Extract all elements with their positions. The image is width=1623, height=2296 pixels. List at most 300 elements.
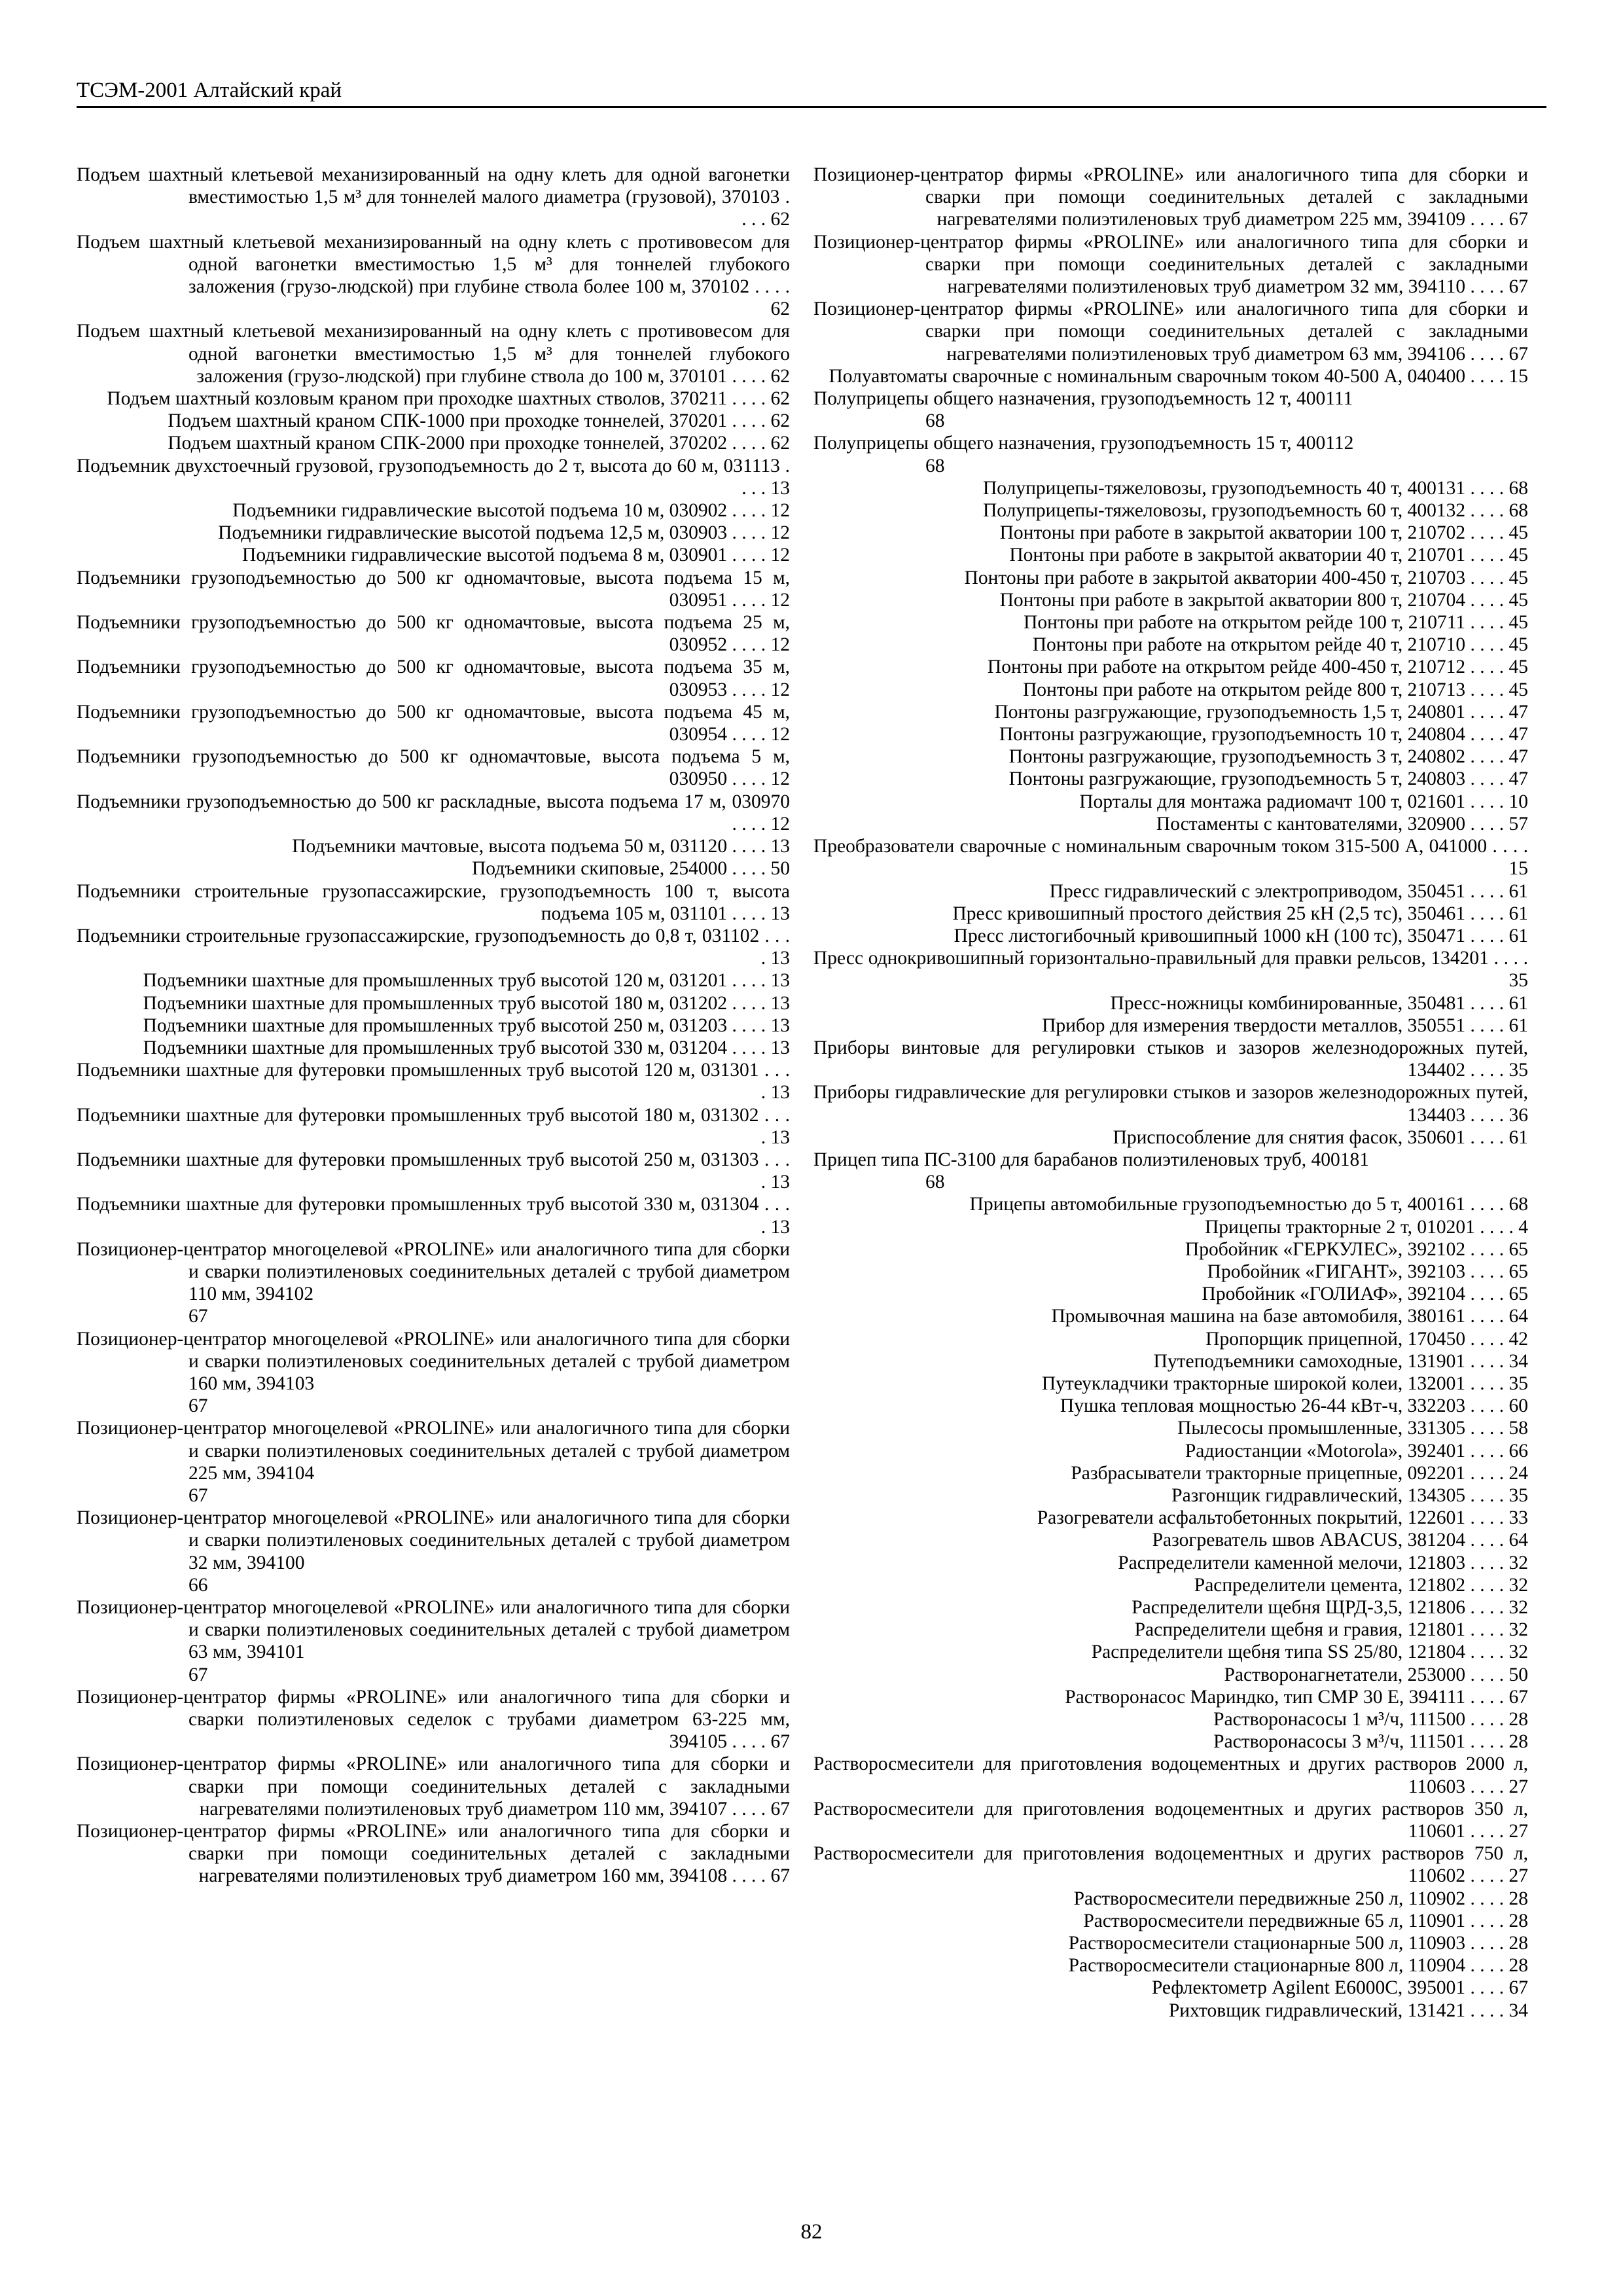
index-entry-text: Позиционер-центратор фирмы «PROLINE» или аналогичного типа для сборки и сварки при помощи соединительных деталей с закладными нагревателями полиэтиленовых труб диаметром 160 мм, 394108	[77, 1821, 790, 1887]
index-entry-text: Путеукладчики тракторные широкой колеи, 132001	[1041, 1372, 1466, 1394]
dot-leader: . . . .	[1465, 1126, 1509, 1148]
dot-leader: . . . .	[1465, 343, 1509, 365]
index-entry-text: Распределители щебня типа SS 25/80, 121804	[1091, 1641, 1466, 1663]
dot-leader: . . . .	[1465, 477, 1509, 499]
index-entry	[813, 231, 1528, 298]
index-entry-page: 61	[1508, 903, 1528, 924]
index-entry	[813, 1664, 1528, 1686]
index-entry	[77, 522, 790, 544]
index-entry	[77, 1417, 790, 1507]
dot-leader: . . . .	[1465, 1731, 1509, 1753]
index-entry-page: 62	[770, 298, 790, 320]
dot-leader: . . . .	[1465, 1014, 1509, 1036]
dot-leader: . . . .	[1465, 1574, 1509, 1596]
index-entry-page: 68	[925, 455, 945, 476]
index-entry	[813, 365, 1528, 387]
index-entry-text: Понтоны при работе на открытом рейде 400-450 т, 210712	[987, 656, 1466, 678]
dot-leader: . . . .	[1465, 1530, 1509, 1551]
index-entry-page: 47	[1508, 768, 1528, 790]
index-entry-text: Подъем шахтный козловым краном при проходке шахтных стволов, 370211	[107, 388, 728, 410]
index-entry	[77, 880, 790, 925]
index-entry-page: 66	[188, 1574, 208, 1596]
dot-leader: . . . .	[1488, 948, 1529, 969]
index-entry-text: Подъемники шахтные для футеровки промышленных труб высотой 180 м, 031302	[77, 1104, 759, 1126]
index-entry-text: Разогреватели асфальтобетонных покрытий, 122601	[1037, 1507, 1466, 1529]
index-entry-page: 12	[770, 679, 790, 700]
index-entry	[813, 1193, 1528, 1215]
index-entry-text: Полуприцепы общего назначения, грузоподъемность 12 т, 400111	[813, 388, 1353, 410]
dot-leader: . . . .	[1465, 1462, 1509, 1484]
index-entry-text: Распределители каменной мелочи, 121803	[1118, 1552, 1466, 1573]
dot-leader: . . . .	[1465, 1619, 1509, 1641]
index-entry-page: 34	[1508, 2000, 1528, 2021]
dot-leader: . . . .	[1465, 634, 1509, 656]
index-entry-page: 12	[770, 500, 790, 522]
index-entry-page: 35	[1508, 1484, 1528, 1506]
index-entry-page: 68	[1508, 500, 1528, 522]
index-entry-page: 13	[770, 1216, 790, 1238]
dot-leader: . . . .	[727, 1798, 771, 1820]
index-entry	[813, 1798, 1528, 1842]
index-entry-text: Подъем шахтный клетьевой механизированный на одну клеть с противовесом для одной вагонетки вместимостью 1,5 м³ для тоннелей глубокого заложения (грузо-людской) при глубине ствола до 100 м, 370101	[77, 321, 790, 387]
dot-leader: . . . .	[1465, 1597, 1509, 1618]
dot-leader: . . . .	[727, 1037, 771, 1058]
index-entry-text: Растворонасосы 1 м³/ч, 111500	[1213, 1709, 1466, 1731]
index-entry	[813, 611, 1528, 634]
index-entry	[77, 857, 790, 880]
dot-leader: . . . .	[758, 1149, 791, 1193]
index-entry-text: Растворосмесители стационарные 800 л, 110904	[1068, 1955, 1466, 1977]
index-entry-page: 50	[770, 858, 790, 880]
index-entry-page: 34	[1508, 1350, 1528, 1372]
index-entry-page: 67	[1508, 209, 1528, 230]
index-entry-text: Подъемники строительные грузопассажирские, грузоподъемность 100 т, высота подъема 105 м, 031101	[77, 880, 790, 924]
index-entry-text: Понтоны при работе в закрытой акватории 40 т, 210701	[1009, 545, 1466, 566]
index-entry-text: Пресс гидравлический с электроприводом, 350451	[1049, 880, 1466, 902]
dot-leader: . . . .	[1465, 612, 1509, 634]
index-entry-page: 61	[1508, 880, 1528, 902]
index-entry	[813, 813, 1528, 835]
index-entry-text: Пресс кривошипный простого действия 25 кН (2,5 тс), 350461	[952, 903, 1466, 924]
dot-leader: . . . .	[727, 589, 771, 611]
index-entry	[813, 1395, 1528, 1417]
dot-leader: . . . .	[1465, 1194, 1509, 1215]
dot-leader: . . . .	[1465, 656, 1509, 678]
dot-leader: . . . .	[1465, 701, 1509, 723]
dot-leader: . . . .	[1465, 1395, 1509, 1417]
index-entry-page: 58	[1508, 1418, 1528, 1439]
dot-leader: . . . .	[1465, 925, 1509, 946]
index-entry-text: Пушка тепловая мощностью 26-44 кВт-ч, 332203	[1060, 1395, 1466, 1417]
dot-leader: . . . .	[1465, 1104, 1509, 1126]
index-entry	[813, 589, 1528, 611]
dot-leader: . . . .	[1465, 1552, 1509, 1573]
index-entry-page: 13	[770, 992, 790, 1014]
dot-leader: . . . .	[1465, 992, 1509, 1014]
index-entry-text: Полуприцепы-тяжеловозы, грузоподъемность 60 т, 400132	[982, 500, 1466, 522]
dot-leader: . . . .	[1465, 545, 1509, 566]
index-entry-text: Подъемники шахтные для промышленных труб высотой 330 м, 031204	[143, 1037, 728, 1058]
index-entry	[813, 1596, 1528, 1619]
dot-leader: . . . .	[1465, 365, 1509, 387]
index-entry-page: 27	[1508, 1776, 1528, 1797]
index-entry-page: 24	[1508, 1462, 1528, 1484]
dot-leader: . . . .	[727, 365, 771, 387]
index-entry	[813, 1574, 1528, 1596]
index-entry-text: Подъемники шахтные для промышленных труб высотой 250 м, 031203	[143, 1014, 728, 1036]
index-entry-text: Полуприцепы-тяжеловозы, грузоподъемность 40 т, 400131	[982, 477, 1466, 499]
index-entry	[77, 745, 790, 790]
index-entry	[77, 499, 790, 522]
dot-leader: . . . .	[727, 858, 771, 880]
dot-leader: . . . .	[727, 500, 771, 522]
index-entry-page: 28	[1508, 1955, 1528, 1977]
index-entry	[813, 1641, 1528, 1663]
dot-leader: . . . .	[1465, 1484, 1509, 1506]
index-entry-page: 12	[770, 522, 790, 544]
running-header	[77, 77, 1546, 108]
dot-leader: . . . .	[1465, 679, 1509, 700]
dot-leader: . . . .	[1465, 589, 1509, 611]
dot-leader: . . . .	[1465, 1933, 1509, 1954]
dot-leader: . . . .	[727, 410, 771, 432]
index-entry-page: 45	[1508, 545, 1528, 566]
index-entry-page: 13	[770, 1037, 790, 1058]
index-entry-text: Понтоны разгружающие, грузоподъемность 1,5 т, 240801	[994, 701, 1466, 723]
index-entry	[813, 1731, 1528, 1753]
index-entry	[813, 298, 1528, 365]
dot-leader: . . . .	[727, 724, 771, 745]
index-entry	[813, 567, 1528, 589]
index-entry-page: 12	[770, 813, 790, 834]
index-entry	[813, 634, 1528, 656]
dot-leader: . . . .	[1465, 1977, 1509, 1999]
index-entry-page: 67	[1508, 343, 1528, 365]
index-entry-text: Позиционер-центратор фирмы «PROLINE» или аналогичного типа для сборки и сварки при помощи соединительных деталей с закладными нагревателями полиэтиленовых труб диаметром 32 мм, 394110	[813, 231, 1528, 298]
index-entry-text: Растворонасосы 3 м³/ч, 111501	[1213, 1731, 1466, 1753]
index-entry-text: Подъемники шахтные для футеровки промышленных труб высотой 120 м, 031301	[77, 1060, 759, 1081]
dot-leader: . . . .	[1465, 880, 1509, 902]
index-entry	[77, 410, 790, 432]
index-entry-page: 15	[1508, 365, 1528, 387]
dot-leader: . . . .	[727, 970, 771, 992]
index-entry-text: Понтоны при работе на открытом рейде 40 т, 210710	[1032, 634, 1466, 656]
index-entry-page: 13	[770, 836, 790, 857]
index-entry-page: 61	[1508, 925, 1528, 946]
dot-leader: . . . .	[727, 679, 771, 700]
index-entry	[813, 1417, 1528, 1439]
index-entry-text: Полуприцепы общего назначения, грузоподъемность 15 т, 400112	[813, 433, 1354, 454]
index-entry-text: Подъемники грузоподъемностью до 500 кг одномачтовые, высота подъема 35 м, 030953	[77, 656, 790, 700]
dot-leader: . . . .	[1465, 791, 1509, 812]
index-entry-page: 68	[925, 410, 945, 432]
dot-leader: . . . .	[1465, 2000, 1509, 2021]
dot-leader: . . . .	[1465, 1865, 1509, 1887]
index-entry-page: 65	[1508, 1238, 1528, 1260]
dot-leader: . . . .	[1465, 768, 1509, 790]
index-entry-text: Растворосмесители стационарные 500 л, 110903	[1068, 1933, 1466, 1954]
index-entry	[77, 969, 790, 992]
index-entry-page: 28	[1508, 1933, 1528, 1954]
dot-leader: . . . .	[758, 1104, 791, 1148]
index-entry-page: 61	[1508, 1126, 1528, 1148]
index-entry-text: Позиционер-центратор многоцелевой «PROLINE» или аналогичного типа для сборки и сварки полиэтиленовых соединительных деталей с трубой диаметром 32 мм, 394100	[77, 1507, 790, 1573]
index-entry	[813, 1977, 1528, 1999]
index-entry-text: Подъемники шахтные для футеровки промышленных труб высотой 330 м, 031304	[77, 1194, 759, 1215]
dot-leader: . . . .	[727, 1865, 771, 1887]
index-entry	[813, 835, 1528, 880]
index-entry-page: 65	[1508, 1261, 1528, 1282]
index-entry-page: 13	[770, 970, 790, 992]
index-entry-text: Подъемники гидравлические высотой подъема 12,5 м, 030903	[218, 522, 728, 544]
index-entry	[77, 567, 790, 611]
index-entry	[77, 656, 790, 700]
index-entry	[813, 880, 1528, 903]
index-entry-text: Пробойник «ГЕРКУЛЕС», 392102	[1185, 1238, 1466, 1260]
index-entry-page: 12	[770, 768, 790, 790]
index-entry-page: 62	[770, 365, 790, 387]
index-entry	[813, 522, 1528, 544]
index-entry	[813, 1552, 1528, 1574]
dot-leader: . . . .	[1465, 276, 1509, 298]
index-entry-text: Промывочная машина на базе автомобиля, 380161	[1051, 1306, 1466, 1327]
index-entry-text: Понтоны при работе в закрытой акватории 100 т, 210702	[999, 522, 1466, 544]
index-entry-page: 13	[770, 1082, 790, 1103]
index-entry	[813, 1037, 1528, 1081]
index-entry-page: 13	[770, 1126, 790, 1148]
index-entry-page: 27	[1508, 1865, 1528, 1887]
index-entry-page: 13	[770, 903, 790, 924]
index-entry-text: Понтоны при работе в закрытой акватории 800 т, 210704	[999, 589, 1466, 611]
dot-leader: . . . .	[727, 1014, 771, 1036]
index-entry	[813, 1910, 1528, 1932]
index-entry-page: 32	[1508, 1574, 1528, 1596]
index-entry-text: Прицеп типа ПС-3100 для барабанов полиэтиленовых труб, 400181	[813, 1149, 1370, 1170]
index-entry	[813, 1372, 1528, 1395]
index-entry	[813, 701, 1528, 723]
index-entry-text: Подъемники скиповые, 254000	[471, 858, 728, 880]
index-entry-text: Позиционер-центратор фирмы «PROLINE» или аналогичного типа для сборки и сварки при помощи соединительных деталей с закладными нагревателями полиэтиленовых труб диаметром 63 мм, 394106	[813, 298, 1528, 365]
index-entry-text: Подъемники шахтные для промышленных труб высотой 120 м, 031201	[143, 970, 728, 992]
index-entry-page: 65	[1508, 1283, 1528, 1305]
index-entry	[77, 432, 790, 454]
index-entry-page: 47	[1508, 724, 1528, 745]
index-entry	[813, 1619, 1528, 1641]
index-entry-page: 62	[770, 433, 790, 454]
index-entry	[813, 1305, 1528, 1327]
dot-leader: . . . .	[1465, 1261, 1509, 1282]
index-entry	[813, 679, 1528, 701]
index-entry	[813, 925, 1528, 947]
index-entry	[77, 1238, 790, 1328]
index-entry-page: 13	[770, 948, 790, 969]
index-entry-page: 45	[1508, 522, 1528, 544]
index-entry	[77, 1193, 790, 1238]
index-entry	[77, 1104, 790, 1149]
index-entry	[77, 1753, 790, 1820]
index-entry-page: 13	[770, 1014, 790, 1036]
index-column-right	[813, 164, 1528, 2022]
index-entry-page: 62	[770, 410, 790, 432]
index-entry	[77, 611, 790, 656]
dot-leader: . . . .	[1465, 1821, 1509, 1842]
index-entry-text: Пресс-ножницы комбинированные, 350481	[1110, 992, 1466, 1014]
index-entry	[813, 1081, 1528, 1126]
index-entry-text: Растворосмесители передвижные 65 л, 110901	[1083, 1910, 1466, 1931]
index-entry-text: Разогреватель швов ABACUS, 381204	[1152, 1530, 1466, 1551]
index-entry	[813, 745, 1528, 768]
dot-leader: . . . .	[758, 1060, 791, 1103]
index-entry	[77, 1014, 790, 1037]
index-entry-page: 13	[770, 477, 790, 499]
index-entry	[77, 1149, 790, 1193]
dot-leader: . . . .	[727, 634, 771, 656]
index-entry-text: Подъемники грузоподъемностью до 500 кг одномачтовые, высота подъема 45 м, 030954	[77, 701, 790, 745]
index-entry	[813, 1238, 1528, 1261]
header-title: ТСЭМ-2001 Алтайский край	[77, 79, 342, 102]
index-entry-page: 32	[1508, 1641, 1528, 1663]
index-entry	[813, 1014, 1528, 1037]
index-entry	[813, 1529, 1528, 1551]
index-entry	[813, 656, 1528, 678]
index-entry-text: Прицепы тракторные 2 т, 010201	[1205, 1216, 1475, 1238]
index-entry-page: 64	[1508, 1306, 1528, 1327]
index-entry	[813, 1686, 1528, 1708]
dot-leader: . . . .	[758, 1194, 791, 1238]
dot-leader: . . . .	[727, 836, 771, 857]
index-entry-text: Преобразователи сварочные с номинальным сварочным током 315-500 А, 041000	[813, 836, 1488, 857]
index-entry-text: Позиционер-центратор многоцелевой «PROLINE» или аналогичного типа для сборки и сварки полиэтиленовых соединительных деталей с трубой диаметром 63 мм, 394101	[77, 1597, 790, 1663]
index-entry	[77, 925, 790, 969]
index-entry	[77, 320, 790, 387]
dot-leader: . . . .	[1465, 1664, 1509, 1685]
index-entry	[77, 1686, 790, 1753]
dot-leader: . . . .	[1465, 1350, 1509, 1372]
index-entry	[813, 1753, 1528, 1797]
index-entry	[813, 1283, 1528, 1305]
index-entry	[77, 164, 790, 231]
dot-leader: . . . .	[1465, 1507, 1509, 1529]
dot-leader: . . . .	[1465, 1910, 1509, 1931]
index-entry-text: Подъемники грузоподъемностью до 500 кг одномачтовые, высота подъема 5 м, 030950	[77, 746, 790, 790]
index-entry	[813, 1216, 1528, 1238]
index-entry	[813, 1507, 1528, 1529]
index-entry-text: Путеподъемники самоходные, 131901	[1153, 1350, 1466, 1372]
index-entry-text: Распределители щебня ЩРД-3,5, 121806	[1132, 1597, 1466, 1618]
index-entry-page: 28	[1508, 1888, 1528, 1909]
index-entry-page: 28	[1508, 1731, 1528, 1753]
index-entry-text: Растворосмесители для приготовления водоцементных и других растворов 2000 л, 110603	[813, 1753, 1528, 1797]
index-entry-text: Подъемники шахтные для промышленных труб высотой 180 м, 031202	[143, 992, 728, 1014]
dot-leader: . . . .	[759, 925, 791, 969]
index-entry	[813, 1328, 1528, 1350]
index-entry-page: 35	[1508, 1372, 1528, 1394]
dot-leader: . . . .	[727, 388, 771, 410]
index-entry-page: 28	[1508, 1910, 1528, 1931]
dot-leader: . . . .	[1465, 1372, 1509, 1394]
index-entry-page: 60	[1508, 1395, 1528, 1417]
index-entry-page: 67	[770, 1731, 790, 1753]
index-entry-page: 47	[1508, 746, 1528, 768]
index-entry-text: Подъемники строительные грузопассажирские, грузоподъемность до 0,8 т, 031102	[77, 925, 760, 946]
index-entry	[813, 432, 1528, 476]
index-entry-text: Рефлектометр Agilent E6000C, 395001	[1151, 1977, 1466, 1999]
index-entry-page: 67	[770, 1865, 790, 1887]
index-entry-text: Пресс листогибочный кривошипный 1000 кН (100 тс), 350471	[954, 925, 1466, 946]
index-entry	[813, 1126, 1528, 1149]
index-entry-page: 12	[770, 589, 790, 611]
index-entry-text: Понтоны при работе на открытом рейде 100 т, 210711	[1024, 612, 1466, 634]
index-entry-page: 15	[1508, 858, 1528, 880]
index-entry-page: 64	[1508, 1530, 1528, 1551]
dot-leader: . . . .	[1465, 903, 1509, 924]
index-entry	[813, 1484, 1528, 1507]
index-entry-page: 68	[925, 1172, 945, 1193]
index-entry	[813, 1149, 1528, 1193]
index-entry	[813, 1440, 1528, 1462]
index-entry-page: 67	[188, 1484, 208, 1506]
index-entry	[813, 723, 1528, 745]
index-entry-text: Подъем шахтный клетьевой механизированный на одну клеть с противовесом для одной вагонетки вместимостью 1,5 м³ для тоннелей глубокого заложения (грузо-людской) при глубине ствола более 100 м, 370102	[77, 231, 790, 298]
index-entry	[813, 1708, 1528, 1731]
index-entry-text: Пресс однокривошипный горизонтально-правильный для правки рельсов, 134201	[813, 948, 1489, 969]
dot-leader: . . . .	[727, 768, 771, 790]
index-entry	[813, 1842, 1528, 1887]
index-entry-page: 67	[1508, 276, 1528, 298]
index-entry	[813, 387, 1528, 432]
index-entry-page: 67	[1508, 1686, 1528, 1708]
index-entry-text: Распределители щебня и гравия, 121801	[1134, 1619, 1466, 1641]
index-entry-text: Позиционер-центратор фирмы «PROLINE» или аналогичного типа для сборки и сварки при помощи соединительных деталей с закладными нагревателями полиэтиленовых труб диаметром 110 мм, 394107	[77, 1753, 790, 1820]
index-entry	[77, 1059, 790, 1103]
index-entry-page: 68	[1508, 1194, 1528, 1215]
index-entry-text: Радиостанции «Motorola», 392401	[1185, 1440, 1466, 1462]
index-entry-text: Позиционер-центратор фирмы «PROLINE» или аналогичного типа для сборки и сварки полиэтиленовых седелок с трубами диаметром 63-225 мм, 394105	[77, 1686, 790, 1753]
index-entry	[813, 992, 1528, 1014]
index-entry-text: Понтоны разгружающие, грузоподъемность 3 т, 240802	[1008, 746, 1466, 768]
index-entry-page: 67	[1508, 1977, 1528, 1999]
index-entry	[77, 1328, 790, 1418]
index-entry-text: Распределители цемента, 121802	[1194, 1574, 1466, 1596]
dot-leader: . . . .	[1465, 209, 1509, 230]
dot-leader: . . . .	[1465, 1238, 1509, 1260]
dot-leader: . . . .	[727, 992, 771, 1014]
index-entry-page: 12	[770, 545, 790, 566]
index-entry	[813, 768, 1528, 790]
index-entry-text: Подъемники грузоподъемностью до 500 кг одномачтовые, высота подъема 25 м, 030952	[77, 612, 790, 656]
index-entry-page: 67	[188, 1395, 208, 1417]
index-entry-text: Разгонщик гидравлический, 134305	[1171, 1484, 1466, 1506]
index-entry-text: Растворонагнетатели, 253000	[1224, 1664, 1466, 1685]
index-entry-page: 12	[770, 634, 790, 656]
index-entry-text: Пропорщик прицепной, 170450	[1205, 1328, 1466, 1350]
index-entry-page: 57	[1508, 813, 1528, 834]
dot-leader: . . . .	[732, 813, 771, 834]
index-entry-text: Подъемники гидравлические высотой подъема 10 м, 030902	[232, 500, 728, 522]
index-entry	[813, 1954, 1528, 1977]
index-column-left	[77, 164, 790, 1888]
index-entry-page: 61	[1508, 992, 1528, 1014]
index-entry-page: 62	[770, 209, 790, 230]
index-entry-text: Позиционер-центратор многоцелевой «PROLINE» или аналогичного типа для сборки и сварки полиэтиленовых соединительных деталей с трубой диаметром 110 мм, 394102	[77, 1238, 790, 1305]
index-entry-page: 68	[1508, 477, 1528, 499]
index-entry-text: Прибор для измерения твердости металлов, 350551	[1042, 1014, 1466, 1036]
index-entry-page: 13	[770, 1172, 790, 1193]
dot-leader: . . . .	[1465, 1955, 1509, 1977]
index-entry-text: Приборы винтовые для регулировки стыков и зазоров железнодорожных путей, 134402	[813, 1037, 1528, 1081]
index-entry-text: Подъемники мачтовые, высота подъема 50 м, 031120	[292, 836, 728, 857]
dot-leader: . . . .	[741, 455, 790, 499]
